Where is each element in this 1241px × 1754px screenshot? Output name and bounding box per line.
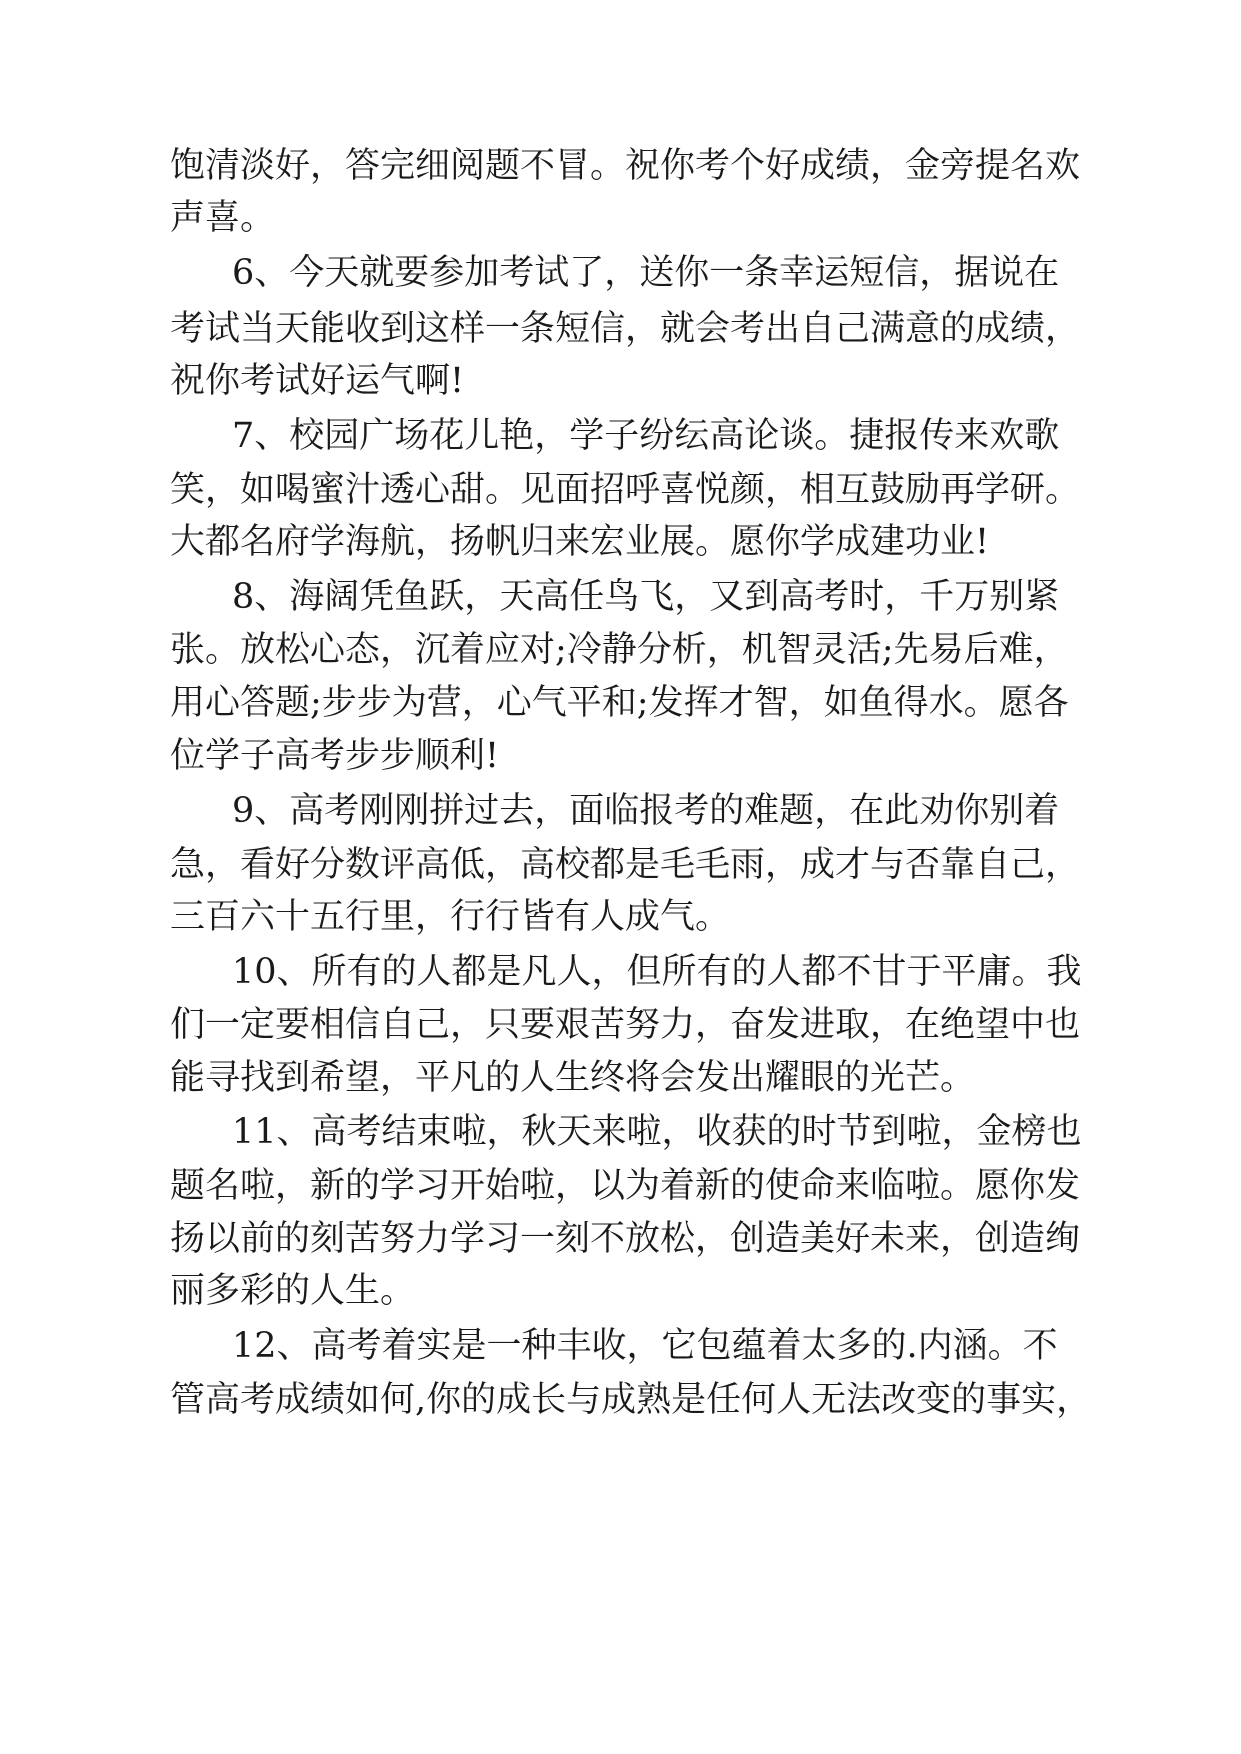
text-line: 大都名府学海航，扬帆归来宏业展。愿你学成建功业! xyxy=(170,522,990,562)
text-line: 位学子高考步步顺利! xyxy=(170,736,500,776)
text-line: 笑，如喝蜜汁透心甜。见面招呼喜悦颜，相互鼓励再学研。 xyxy=(170,470,1081,510)
paragraph-first-line: 11、高考结束啦，秋天来啦，收获的时节到啦，金榜也 xyxy=(232,1112,1082,1152)
text-line: 声喜。 xyxy=(170,198,276,238)
text-line: 题名啦，新的学习开始啦，以为着新的使命来临啦。愿你发 xyxy=(170,1166,1081,1206)
text-line: 能寻找到希望，平凡的人生终将会发出耀眼的光芒。 xyxy=(170,1058,976,1098)
paragraph-first-line: 10、所有的人都是凡人，但所有的人都不甘于平庸。我 xyxy=(232,952,1082,992)
text-line: 们一定要相信自己，只要艰苦努力，奋发进取，在绝望中也 xyxy=(170,1005,1081,1045)
paragraph-first-line: 12、高考着实是一种丰收，它包蕴着太多的.内涵。不 xyxy=(232,1326,1058,1366)
text-line: 张。放松心态，沉着应对;冷静分析，机智灵活;先易后难， xyxy=(170,630,1069,670)
paragraph-first-line: 6、今天就要参加考试了，送你一条幸运短信，据说在 xyxy=(232,253,1060,293)
text-line: 考试当天能收到这样一条短信，就会考出自己满意的成绩， xyxy=(170,309,1081,349)
text-line: 三百六十五行里，行行皆有人成气。 xyxy=(170,897,731,937)
paragraph-first-line: 8、海阔凭鱼跃，天高任鸟飞，又到高考时，千万别紧 xyxy=(232,577,1060,617)
text-line: 祝你考试好运气啊! xyxy=(170,361,465,401)
text-line: 扬以前的刻苦努力学习一刻不放松，创造美好未来，创造绚 xyxy=(170,1219,1081,1259)
text-line: 用心答题;步步为营，心气平和;发挥才智，如鱼得水。愿各 xyxy=(170,683,1069,723)
text-line: 饱清淡好，答完细阅题不冒。祝你考个好成绩，金旁提名欢 xyxy=(170,146,1081,186)
paragraph-first-line: 7、校园广场花儿艳，学子纷纭高论谈。捷报传来欢歌 xyxy=(232,416,1060,456)
text-line: 管高考成绩如何,你的成长与成熟是任何人无法改变的事实， xyxy=(170,1380,1092,1420)
text-line: 急，看好分数评高低，高校都是毛毛雨，成才与否靠自己， xyxy=(170,845,1081,885)
paragraph-first-line: 9、高考刚刚拼过去，面临报考的难题，在此劝你别着 xyxy=(232,791,1060,831)
text-line: 丽多彩的人生。 xyxy=(170,1271,416,1311)
